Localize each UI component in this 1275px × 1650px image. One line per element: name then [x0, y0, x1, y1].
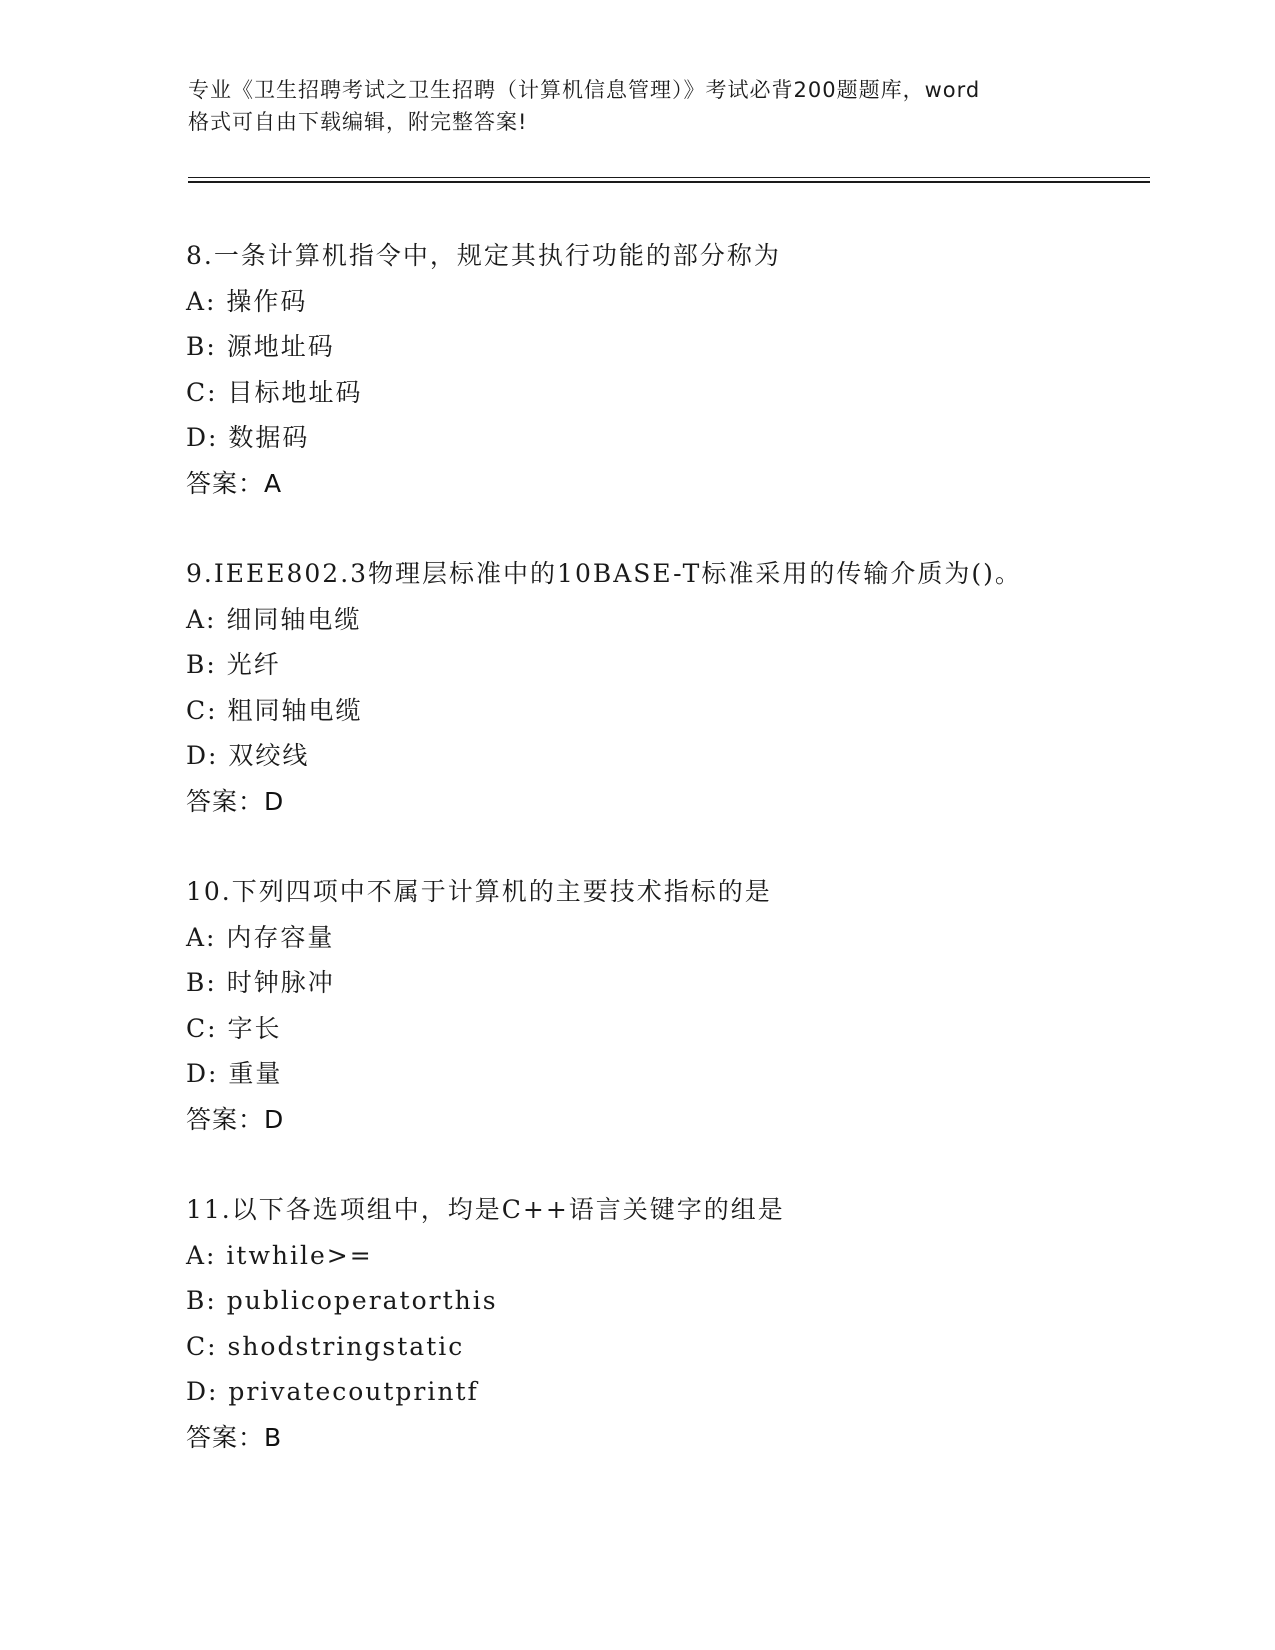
question-stem: 8.一条计算机指令中，规定其执行功能的部分称为	[186, 241, 781, 270]
option-d: D: privatecoutprintf	[186, 1377, 479, 1406]
option-c: C: 目标地址码	[186, 377, 363, 407]
question-stem: 11.以下各选项组中，均是C++语言关键字的组是	[186, 1195, 785, 1224]
option-b: B: 时钟脉冲	[186, 968, 335, 997]
header-divider-thick	[188, 181, 1150, 183]
question-answer: 答案：B	[186, 1422, 283, 1452]
document-header	[188, 74, 1088, 138]
option-a: A: 操作码	[186, 286, 308, 316]
option-a: A: 细同轴电缆	[186, 604, 362, 634]
header-divider-thin	[188, 177, 1150, 178]
question-answer: 答案：D	[186, 1104, 285, 1134]
option-c: C: 粗同轴电缆	[186, 695, 363, 725]
question-10	[186, 869, 1166, 1142]
option-d: D: 双绞线	[186, 741, 310, 770]
question-stem: 9.IEEE802.3物理层标准中的10BASE-T标准采用的传输介质为()。	[186, 559, 1022, 588]
option-c: C: 字长	[186, 1013, 282, 1043]
header-line-1: 专业《卫生招聘考试之卫生招聘（计算机信息管理）》考试必背200题题库，word	[188, 78, 981, 102]
question-11	[186, 1187, 1166, 1460]
question-9	[186, 551, 1166, 824]
option-b: B: 源地址码	[186, 332, 335, 361]
option-c: C: shodstringstatic	[186, 1331, 465, 1361]
option-b: B: publicoperatorthis	[186, 1286, 498, 1315]
option-a: A: 内存容量	[186, 922, 335, 952]
header-line-2: 格式可自由下载编辑，附完整答案!	[188, 110, 528, 134]
question-stem: 10.下列四项中不属于计算机的主要技术指标的是	[186, 877, 772, 906]
question-answer: 答案：D	[186, 786, 285, 816]
question-answer: 答案：A	[186, 468, 283, 498]
question-8	[186, 233, 1166, 506]
option-a: A: itwhile>=	[186, 1240, 373, 1270]
option-b: B: 光纤	[186, 650, 281, 679]
option-d: D: 重量	[186, 1059, 283, 1088]
option-d: D: 数据码	[186, 423, 310, 452]
